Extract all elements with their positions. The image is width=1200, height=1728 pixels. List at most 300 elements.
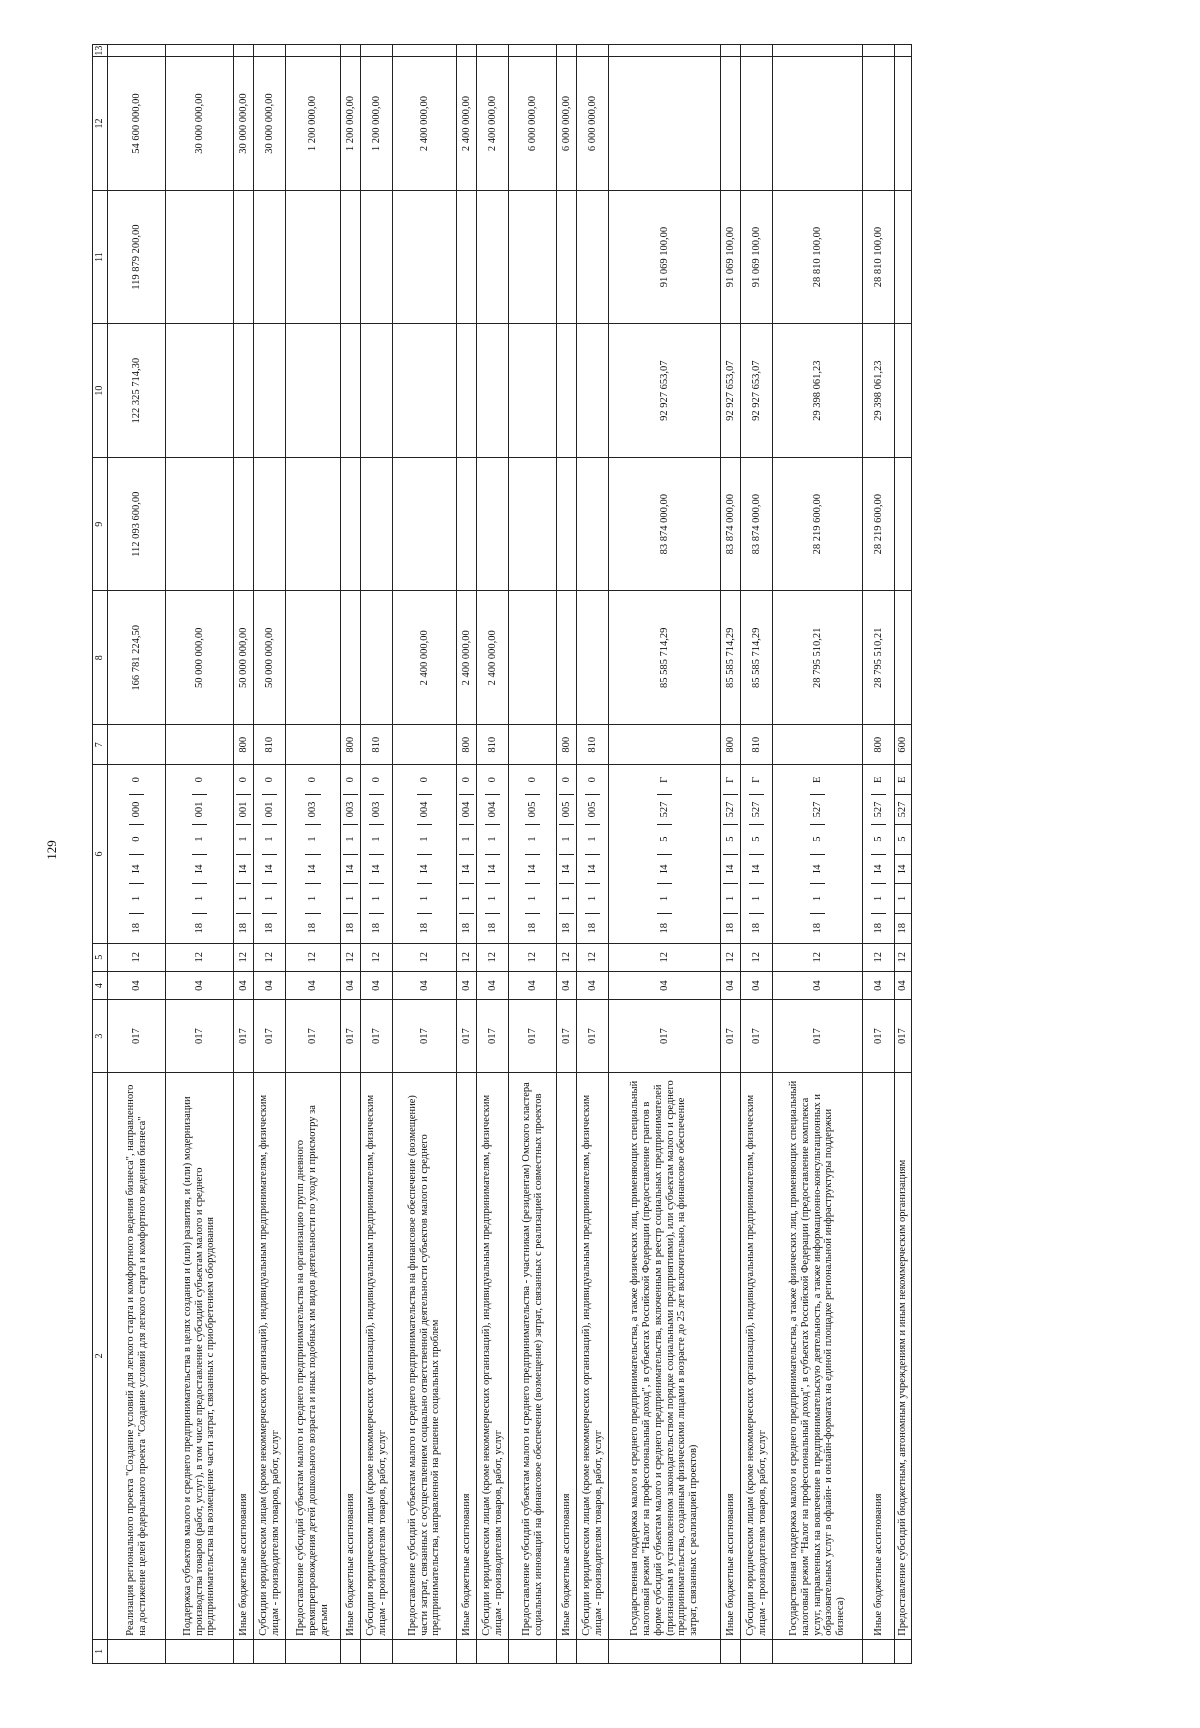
amount-col-10: [477, 324, 509, 458]
target-article-part: 1: [305, 825, 321, 855]
target-article-part: 1: [343, 884, 359, 914]
target-article-part: I4: [192, 855, 208, 885]
section-code: 04: [895, 971, 912, 999]
target-article-part: 18: [586, 922, 598, 934]
target-article-code: [609, 765, 721, 943]
target-article-part: 000: [129, 795, 145, 825]
target-article-parts: [749, 766, 765, 943]
section-code: 04: [254, 971, 286, 999]
target-article-part: 1: [485, 825, 501, 855]
target-article-part: I4: [369, 855, 385, 885]
amount-col-13: [166, 45, 234, 57]
ministry-code: 017: [895, 1000, 912, 1073]
subsection-code: 12: [286, 943, 341, 971]
subsection-code: 12: [577, 943, 609, 971]
amount-col-9: 28 219 600,00: [773, 457, 863, 591]
amount-col-12: 30 000 000,00: [234, 57, 254, 191]
table-row: [286, 45, 341, 1664]
section-code: 04: [577, 971, 609, 999]
table-row: [609, 45, 721, 1664]
target-article-part: I4: [749, 855, 765, 885]
column-number: 6: [93, 765, 108, 943]
item-name: Субсидии юридическим лицам (кроме некоммерческих организаций), индивидуальным предпринимателям, физическим лицам - производителям товаров, работ, услуг: [254, 1073, 286, 1640]
target-article-part: I4: [657, 855, 673, 885]
ministry-code: 017: [741, 1000, 773, 1073]
target-article-part: 0: [525, 765, 541, 795]
subsection-code: 12: [234, 943, 254, 971]
row-number-cell: [108, 1639, 166, 1663]
target-article-code: [741, 765, 773, 943]
target-article-part: 0: [192, 765, 208, 795]
target-article-part: 0: [369, 765, 385, 795]
expense-type-code: 800: [557, 725, 577, 765]
amount-col-13: [108, 45, 166, 57]
ministry-code: 017: [361, 1000, 393, 1073]
row-number-cell: [234, 1639, 254, 1663]
target-article-part: 003: [305, 795, 321, 825]
amount-col-12: [609, 57, 721, 191]
amount-col-11: [286, 190, 341, 324]
table-row: [863, 45, 895, 1664]
ministry-code: 017: [477, 1000, 509, 1073]
amount-col-8: 28 795 510,21: [863, 591, 895, 725]
target-article-part: 527: [723, 795, 739, 825]
expense-type-code: [286, 725, 341, 765]
amount-col-9: [457, 457, 477, 591]
expense-type-code: 800: [341, 725, 361, 765]
section-code: 04: [361, 971, 393, 999]
table-row: [895, 45, 912, 1664]
target-article-part: 1: [305, 884, 321, 914]
item-name: Предоставление субсидий бюджетным, автономным учреждениям и иным некоммерческим организациям: [895, 1073, 912, 1640]
amount-col-12: 30 000 000,00: [254, 57, 286, 191]
amount-col-12: 6 000 000,00: [557, 57, 577, 191]
target-article-part: I4: [895, 855, 911, 885]
amount-col-8: 50 000 000,00: [254, 591, 286, 725]
section-code: 04: [457, 971, 477, 999]
section-code: 04: [166, 971, 234, 999]
row-number-cell: [361, 1639, 393, 1663]
section-code: 04: [108, 971, 166, 999]
ministry-code: 017: [393, 1000, 457, 1073]
amount-col-10: [509, 324, 557, 458]
amount-col-9: [286, 457, 341, 591]
target-article-part: Г: [657, 765, 673, 795]
amount-col-13: [721, 45, 741, 57]
amount-col-13: [341, 45, 361, 57]
target-article-part: 1: [417, 884, 433, 914]
target-article-part: 18: [193, 922, 205, 934]
target-article-parts: [525, 766, 541, 943]
item-name: Иные бюджетные ассигнования: [341, 1073, 361, 1640]
item-name: Иные бюджетные ассигнования: [721, 1073, 741, 1640]
amount-col-9: [557, 457, 577, 591]
amount-col-13: [234, 45, 254, 57]
expense-type-code: [108, 725, 166, 765]
amount-col-9: 112 093 600,00: [108, 457, 166, 591]
amount-col-12: [721, 57, 741, 191]
amount-col-13: [609, 45, 721, 57]
section-code: 04: [557, 971, 577, 999]
target-article-part: Е: [871, 765, 887, 795]
section-code: 04: [863, 971, 895, 999]
amount-col-8: 85 585 714,29: [609, 591, 721, 725]
target-article-part: 1: [585, 884, 601, 914]
amount-col-13: [741, 45, 773, 57]
table-row: [234, 45, 254, 1664]
ministry-code: 017: [286, 1000, 341, 1073]
target-article-part: 001: [262, 795, 278, 825]
table-row: [741, 45, 773, 1664]
target-article-parts: [485, 766, 501, 943]
table-row: [361, 45, 393, 1664]
target-article-part: 005: [585, 795, 601, 825]
section-code: 04: [477, 971, 509, 999]
target-article-part: 18: [130, 922, 142, 934]
amount-col-13: [895, 45, 912, 57]
target-article-part: 1: [192, 884, 208, 914]
target-article-part: 1: [749, 884, 765, 914]
table-row: [341, 45, 361, 1664]
item-name: Предоставление субсидий субъектам малого и среднего предпринимательства на финансовое обеспечение (возмещение) части затрат, связанных с осуществлением социально ответственной деятельности субъектов малого и среднего предпринимательства, направленной на решение социальных проблем: [393, 1073, 457, 1640]
amount-col-10: [393, 324, 457, 458]
amount-col-10: [166, 324, 234, 458]
subsection-code: 12: [741, 943, 773, 971]
target-article-parts: [417, 766, 433, 943]
target-article-parts: [129, 766, 145, 943]
item-name: Поддержка субъектов малого и среднего предпринимательства в целях создания и (или) развития, и (или) модернизации производства товаров (работ, услуг), в том числе предоставление субсидий субъектам малого и среднего предпринимательства на возмещение части затрат, связанных с приобретением оборудования: [166, 1073, 234, 1640]
target-article-part: 0: [559, 765, 575, 795]
amount-col-10: [361, 324, 393, 458]
row-number-cell: [773, 1639, 863, 1663]
target-article-part: 1: [129, 884, 145, 914]
subsection-code: 12: [393, 943, 457, 971]
target-article-part: 18: [460, 922, 472, 934]
item-name: Иные бюджетные ассигнования: [457, 1073, 477, 1640]
amount-col-8: 28 795 510,21: [773, 591, 863, 725]
amount-col-10: [895, 324, 912, 458]
section-code: 04: [341, 971, 361, 999]
amount-col-12: 54 600 000,00: [108, 57, 166, 191]
target-article-part: Е: [810, 765, 826, 795]
amount-col-13: [509, 45, 557, 57]
amount-col-13: [773, 45, 863, 57]
column-number: 4: [93, 971, 108, 999]
expense-type-code: 600: [895, 725, 912, 765]
subsection-code: 12: [341, 943, 361, 971]
expense-type-code: [773, 725, 863, 765]
target-article-part: 18: [418, 922, 430, 934]
target-article-part: 1: [871, 884, 887, 914]
amount-col-13: [863, 45, 895, 57]
target-article-part: 1: [810, 884, 826, 914]
target-article-part: 0: [485, 765, 501, 795]
target-article-code: [895, 765, 912, 943]
column-number: 12: [93, 57, 108, 191]
row-number-cell: [341, 1639, 361, 1663]
target-article-parts: [657, 766, 673, 943]
item-name: Иные бюджетные ассигнования: [863, 1073, 895, 1640]
amount-col-11: [509, 190, 557, 324]
target-article-part: 5: [871, 825, 887, 855]
amount-col-11: 91 069 100,00: [721, 190, 741, 324]
target-article-part: 0: [129, 765, 145, 795]
target-article-part: 527: [810, 795, 826, 825]
section-code: 04: [234, 971, 254, 999]
row-number-cell: [895, 1639, 912, 1663]
target-article-parts: [305, 766, 321, 943]
expense-type-code: 800: [863, 725, 895, 765]
budget-table: [92, 44, 912, 1664]
ministry-code: 017: [609, 1000, 721, 1073]
target-article-code: [773, 765, 863, 943]
target-article-part: I4: [871, 855, 887, 885]
amount-col-10: 29 398 061,23: [863, 324, 895, 458]
amount-col-12: 1 200 000,00: [361, 57, 393, 191]
amount-col-13: [254, 45, 286, 57]
amount-col-11: [341, 190, 361, 324]
target-article-code: [234, 765, 254, 943]
amount-col-10: [557, 324, 577, 458]
amount-col-8: 85 585 714,29: [741, 591, 773, 725]
table-row: [393, 45, 457, 1664]
target-article-part: I4: [262, 855, 278, 885]
row-number-cell: [577, 1639, 609, 1663]
ministry-code: 017: [254, 1000, 286, 1073]
target-article-code: [341, 765, 361, 943]
amount-col-10: [254, 324, 286, 458]
subsection-code: 12: [895, 943, 912, 971]
target-article-part: 1: [236, 825, 252, 855]
amount-col-8: [361, 591, 393, 725]
amount-col-10: 92 927 653,07: [741, 324, 773, 458]
target-article-part: 005: [525, 795, 541, 825]
section-code: 04: [773, 971, 863, 999]
target-article-part: 1: [262, 884, 278, 914]
amount-col-12: 2 400 000,00: [457, 57, 477, 191]
target-article-part: 1: [895, 884, 911, 914]
table-row: [108, 45, 166, 1664]
amount-col-10: 122 325 714,30: [108, 324, 166, 458]
amount-col-11: 119 879 200,00: [108, 190, 166, 324]
row-number-cell: [286, 1639, 341, 1663]
row-number-cell: [477, 1639, 509, 1663]
target-article-part: 18: [263, 922, 275, 934]
amount-col-8: [509, 591, 557, 725]
table-row: [477, 45, 509, 1664]
target-article-code: [254, 765, 286, 943]
target-article-part: 003: [369, 795, 385, 825]
amount-col-13: [361, 45, 393, 57]
amount-col-9: [509, 457, 557, 591]
subsection-code: 12: [609, 943, 721, 971]
amount-col-12: [773, 57, 863, 191]
row-number-cell: [393, 1639, 457, 1663]
target-article-part: 003: [343, 795, 359, 825]
target-article-part: 5: [810, 825, 826, 855]
target-article-part: 1: [585, 825, 601, 855]
target-article-part: 0: [343, 765, 359, 795]
amount-col-10: 92 927 653,07: [721, 324, 741, 458]
target-article-part: 18: [370, 922, 382, 934]
target-article-part: I4: [459, 855, 475, 885]
item-name: Предоставление субсидий субъектам малого и среднего предпринимательства - участникам (резидентам) Омского кластера социальных инноваций на финансовое обеспечение (возмещение) затрат, связанных с реализацией совместных проектов: [509, 1073, 557, 1640]
table-row: [773, 45, 863, 1664]
target-article-part: 004: [417, 795, 433, 825]
item-name: Субсидии юридическим лицам (кроме некоммерческих организаций), индивидуальным предпринимателям, физическим лицам - производителям товаров, работ, услуг: [477, 1073, 509, 1640]
expense-type-code: 800: [457, 725, 477, 765]
target-article-part: 004: [485, 795, 501, 825]
table-row: [166, 45, 234, 1664]
target-article-part: 1: [369, 825, 385, 855]
expense-type-code: 810: [254, 725, 286, 765]
amount-col-8: 50 000 000,00: [234, 591, 254, 725]
target-article-code: [509, 765, 557, 943]
target-article-parts: [895, 766, 911, 943]
subsection-code: 12: [477, 943, 509, 971]
amount-col-11: [234, 190, 254, 324]
row-number-cell: [741, 1639, 773, 1663]
amount-col-8: 2 400 000,00: [457, 591, 477, 725]
amount-col-12: [741, 57, 773, 191]
target-article-parts: [810, 766, 826, 943]
item-name: Иные бюджетные ассигнования: [557, 1073, 577, 1640]
target-article-code: [286, 765, 341, 943]
amount-col-9: [393, 457, 457, 591]
amount-col-12: 6 000 000,00: [577, 57, 609, 191]
amount-col-13: [457, 45, 477, 57]
expense-type-code: 800: [721, 725, 741, 765]
ministry-code: 017: [108, 1000, 166, 1073]
target-article-part: 1: [559, 884, 575, 914]
amount-col-8: 85 585 714,29: [721, 591, 741, 725]
target-article-part: 18: [237, 922, 249, 934]
target-article-code: [721, 765, 741, 943]
target-article-part: I4: [129, 855, 145, 885]
column-number: 1: [93, 1639, 108, 1663]
target-article-part: I4: [485, 855, 501, 885]
target-article-part: 18: [526, 922, 538, 934]
target-article-code: [577, 765, 609, 943]
target-article-parts: [262, 766, 278, 943]
target-article-parts: [369, 766, 385, 943]
amount-col-11: [393, 190, 457, 324]
target-article-part: 527: [657, 795, 673, 825]
target-article-part: 18: [872, 922, 884, 934]
amount-col-12: [895, 57, 912, 191]
amount-col-8: [895, 591, 912, 725]
amount-col-11: 28 810 100,00: [863, 190, 895, 324]
target-article-part: 18: [750, 922, 762, 934]
target-article-part: 5: [749, 825, 765, 855]
amount-col-10: [577, 324, 609, 458]
target-article-part: Г: [723, 765, 739, 795]
amount-col-10: [341, 324, 361, 458]
amount-col-11: [254, 190, 286, 324]
column-number: 2: [93, 1073, 108, 1640]
item-name: Субсидии юридическим лицам (кроме некоммерческих организаций), индивидуальным предпринимателям, физическим лицам - производителям товаров, работ, услуг: [361, 1073, 393, 1640]
amount-col-9: [234, 457, 254, 591]
target-article-parts: [192, 766, 208, 943]
amount-col-11: [557, 190, 577, 324]
item-name: Иные бюджетные ассигнования: [234, 1073, 254, 1640]
row-number-cell: [509, 1639, 557, 1663]
row-number-cell: [457, 1639, 477, 1663]
amount-col-9: [361, 457, 393, 591]
target-article-part: I4: [810, 855, 826, 885]
item-name: Государственная поддержка малого и среднего предпринимательства, а также физических лиц, применяющих специальный налоговый режим "Налог на профессиональный доход", в субъектах Российской Федерации (предоставление комплекса услуг, направленных на вовлечение в предпринимательскую деятельность, а также информационно-консультационных и образовательных услуг в офлайн- и онлайн-форматах на единой площадке региональной инфраструктуры поддержки бизнеса): [773, 1073, 863, 1640]
amount-col-10: 29 398 061,23: [773, 324, 863, 458]
column-number: 5: [93, 943, 108, 971]
target-article-part: I4: [236, 855, 252, 885]
expense-type-code: 810: [477, 725, 509, 765]
target-article-part: 0: [417, 765, 433, 795]
amount-col-11: 91 069 100,00: [609, 190, 721, 324]
ministry-code: 017: [721, 1000, 741, 1073]
target-article-part: I4: [585, 855, 601, 885]
target-article-part: 0: [262, 765, 278, 795]
target-article-part: Е: [895, 765, 911, 795]
section-code: 04: [509, 971, 557, 999]
subsection-code: 12: [509, 943, 557, 971]
target-article-part: 001: [192, 795, 208, 825]
subsection-code: 12: [254, 943, 286, 971]
row-number-cell: [166, 1639, 234, 1663]
target-article-parts: [871, 766, 887, 943]
amount-col-9: [477, 457, 509, 591]
target-article-parts: [559, 766, 575, 943]
amount-col-9: [166, 457, 234, 591]
amount-col-8: [341, 591, 361, 725]
target-article-part: 18: [658, 922, 670, 934]
rotated-page: [92, 44, 1200, 1664]
subsection-code: 12: [166, 943, 234, 971]
target-article-part: 1: [369, 884, 385, 914]
amount-col-13: [393, 45, 457, 57]
target-article-part: 5: [895, 825, 911, 855]
target-article-part: 5: [657, 825, 673, 855]
table-row: [254, 45, 286, 1664]
target-article-part: 1: [459, 825, 475, 855]
table-row: [509, 45, 557, 1664]
target-article-part: 18: [560, 922, 572, 934]
amount-col-13: [286, 45, 341, 57]
ministry-code: 017: [457, 1000, 477, 1073]
ministry-code: 017: [341, 1000, 361, 1073]
amount-col-12: 30 000 000,00: [166, 57, 234, 191]
amount-col-8: 50 000 000,00: [166, 591, 234, 725]
column-number: 8: [93, 591, 108, 725]
target-article-part: 0: [585, 765, 601, 795]
target-article-code: [108, 765, 166, 943]
expense-type-code: 810: [361, 725, 393, 765]
ministry-code: 017: [557, 1000, 577, 1073]
target-article-part: 005: [559, 795, 575, 825]
target-article-parts: [236, 766, 252, 943]
amount-col-12: 6 000 000,00: [509, 57, 557, 191]
amount-col-11: 28 810 100,00: [773, 190, 863, 324]
expense-type-code: [609, 725, 721, 765]
target-article-part: 1: [525, 825, 541, 855]
target-article-code: [166, 765, 234, 943]
column-number: 11: [93, 190, 108, 324]
table-row: [457, 45, 477, 1664]
amount-col-9: 28 219 600,00: [863, 457, 895, 591]
expense-type-code: [166, 725, 234, 765]
target-article-part: 1: [343, 825, 359, 855]
target-article-part: 0: [459, 765, 475, 795]
target-article-part: I4: [343, 855, 359, 885]
